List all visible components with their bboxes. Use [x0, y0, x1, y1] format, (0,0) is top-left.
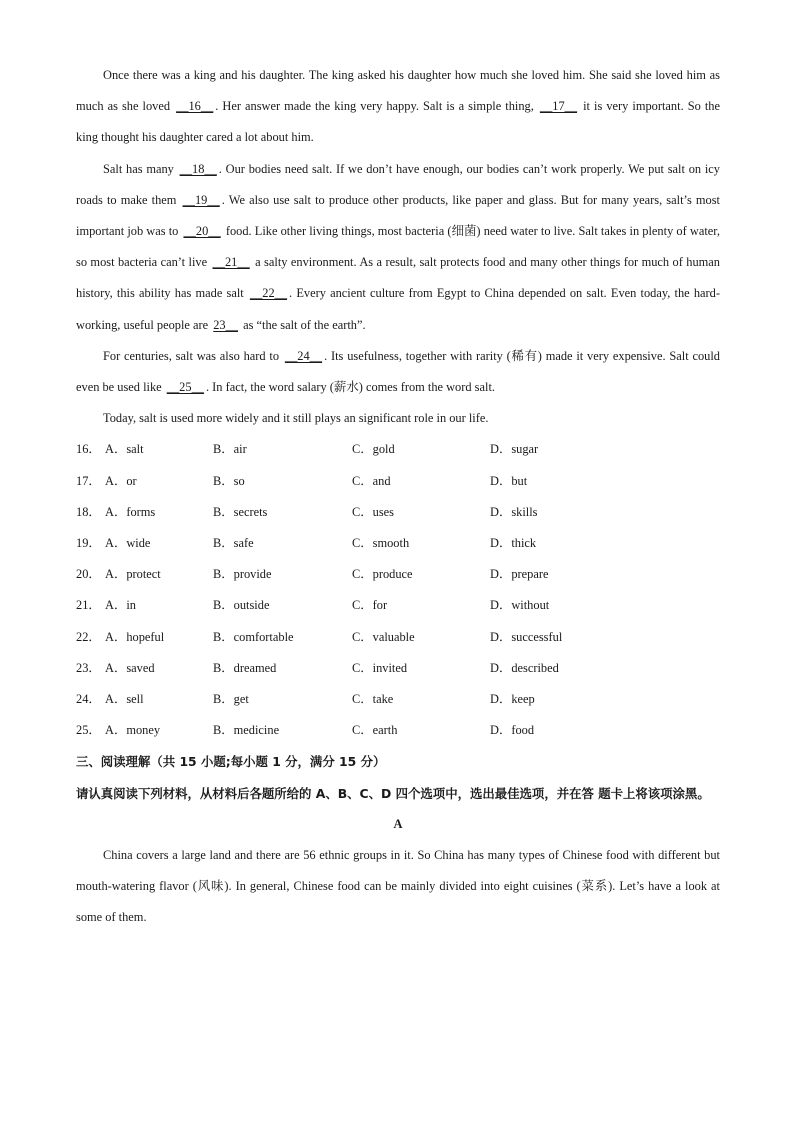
- blank-23: 23__: [213, 317, 239, 332]
- option-d: D．without: [490, 598, 550, 613]
- question-17: [76, 466, 720, 497]
- text: China covers a large land and there are 56 ethnic groups in it. So China has many types of Chinese food with different but mouth-watering flavor (风味). In general, Chinese food can be mainly divided into eight cuisines (菜系). Let’s have a look at some of them.: [76, 847, 720, 925]
- option-d: D．keep: [490, 691, 535, 706]
- option-c: C．valuable: [352, 629, 415, 644]
- question-number: 23．: [76, 660, 101, 675]
- question-18: [76, 497, 720, 528]
- option-a: A．forms: [105, 504, 156, 519]
- cloze-paragraph-2: [76, 154, 720, 341]
- option-d: D．thick: [490, 536, 537, 550]
- question-number: 16．: [76, 442, 101, 457]
- text: . Every ancient culture from Egypt to China depended on salt. Even today, the hard-working, useful people are: [76, 286, 720, 332]
- blank-19: __19__: [182, 192, 220, 207]
- text: a salty environment. As a result, salt protects food and many other things for much of human history, this ability has made salt: [76, 255, 721, 301]
- option-a: A．hopeful: [105, 629, 165, 644]
- option-c: C．produce: [352, 567, 413, 582]
- option-c: C．earth: [352, 723, 398, 738]
- question-number: 20．: [76, 567, 101, 582]
- question-19: [76, 528, 720, 559]
- option-d: D．skills: [490, 504, 538, 519]
- question-16: [76, 434, 720, 465]
- option-c: C．for: [352, 598, 388, 613]
- cloze-paragraph-3: [76, 341, 720, 403]
- question-25: [76, 715, 720, 746]
- option-d: D．prepare: [490, 567, 549, 582]
- question-20: [76, 559, 720, 590]
- cloze-paragraph-1: [76, 60, 720, 154]
- option-a: A．in: [105, 598, 136, 613]
- blank-25: __25__: [166, 380, 204, 395]
- blank-18: __18__: [179, 161, 217, 176]
- question-number: 18．: [76, 504, 101, 519]
- option-a: A．salt: [105, 442, 144, 457]
- option-a: A．or: [105, 473, 137, 488]
- passage-a-paragraph: [76, 840, 720, 934]
- section-heading: 三、阅读理解（共 15 小题;每小题 1 分，满分 15 分）: [76, 754, 386, 770]
- question-number: 21．: [76, 598, 101, 613]
- text: Today, salt is used more widely and it still plays an significant role in our life.: [103, 411, 489, 426]
- option-d: D．but: [490, 473, 528, 488]
- text: Salt has many: [103, 161, 178, 176]
- option-a: A．saved: [105, 660, 155, 675]
- blank-22: __22__: [249, 286, 288, 301]
- option-b: B．dreamed: [213, 660, 277, 675]
- option-d: D．described: [490, 660, 559, 675]
- question-number: 25．: [76, 723, 101, 738]
- text: food. Like other living things, most bacteria (细菌) need water to live. Salt takes in plenty of water, so most bacteria can’t live: [76, 224, 720, 270]
- exam-page: [76, 60, 720, 934]
- blank-17: __17__: [539, 99, 578, 114]
- option-b: B．outside: [213, 598, 270, 613]
- option-c: C．take: [352, 691, 394, 706]
- blank-21: __21__: [212, 255, 250, 270]
- option-b: B．get: [213, 691, 249, 706]
- option-c: C．gold: [352, 442, 395, 457]
- option-c: C．invited: [352, 660, 408, 675]
- question-list: [76, 434, 720, 746]
- text: . In fact, the word salary (薪水) comes from the word salt.: [205, 380, 495, 395]
- option-a: A．sell: [105, 691, 144, 706]
- text: . Its usefulness, together with rarity (稀有) made it very expensive. Salt could even be used like: [76, 348, 720, 395]
- option-b: B．secrets: [213, 504, 268, 519]
- option-a: A．money: [105, 723, 161, 738]
- option-c: C．smooth: [352, 536, 410, 550]
- option-d: D．sugar: [490, 442, 539, 457]
- cloze-paragraph-4: [76, 403, 720, 434]
- question-23: [76, 653, 720, 684]
- option-c: C．and: [352, 473, 391, 488]
- option-b: B．air: [213, 442, 247, 457]
- option-b: B．so: [213, 473, 245, 488]
- blank-16: __16__: [176, 99, 214, 114]
- question-24: [76, 684, 720, 715]
- question-number: 19．: [76, 536, 101, 550]
- text: . Her answer made the king very happy. Salt is a simple thing,: [215, 99, 538, 114]
- passage-label: A: [393, 816, 403, 831]
- text: as “the salt of the earth”.: [240, 317, 366, 332]
- option-b: B．provide: [213, 567, 272, 582]
- option-c: C．uses: [352, 504, 394, 519]
- option-d: D．food: [490, 723, 535, 738]
- section-instruction: 请认真阅读下列材料，从材料后各题所给的 A、B、C、D 四个选项中，选出最佳选项，并在答 题卡上将该项涂黑。: [76, 785, 710, 801]
- blank-24: __24__: [284, 348, 323, 363]
- text: . Our bodies need salt. If we don’t have enough, our bodies can’t work properly. We put salt on icy roads to make them: [76, 161, 720, 207]
- option-d: D．successful: [490, 629, 563, 644]
- option-a: A．wide: [105, 536, 151, 550]
- option-b: B．medicine: [213, 723, 280, 738]
- question-22: [76, 622, 720, 653]
- text: . We also use salt to produce other products, like paper and glass. But for many years, salt’s most important job was to: [76, 192, 720, 239]
- text: For centuries, salt was also hard to: [103, 348, 283, 363]
- option-b: B．comfortable: [213, 629, 294, 644]
- option-a: A．protect: [105, 567, 161, 582]
- question-number: 22．: [76, 629, 101, 644]
- blank-20: __20__: [183, 224, 221, 239]
- text: Once there was a king and his daughter. The king asked his daughter how much she loved him. She said she loved him as much as she loved: [76, 68, 720, 114]
- question-number: 24．: [76, 691, 101, 706]
- option-b: B．safe: [213, 536, 254, 550]
- question-number: 17．: [76, 473, 101, 488]
- text: it is very important. So the king thought his daughter cared a lot about him.: [76, 99, 720, 145]
- question-21: [76, 590, 720, 621]
